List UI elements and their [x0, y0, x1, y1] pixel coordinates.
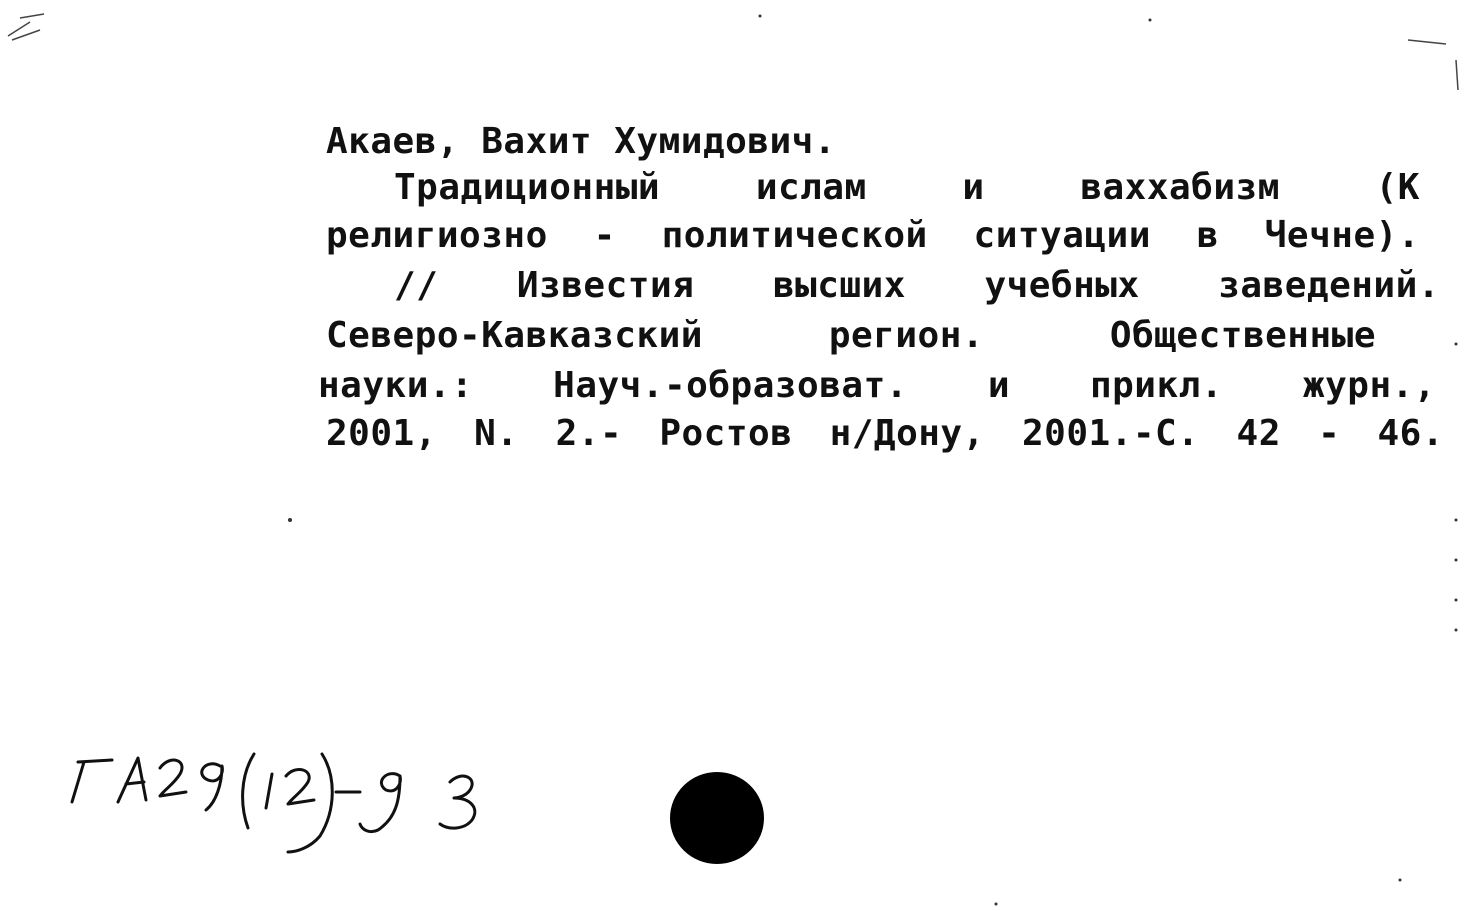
word: н/Дону,: [829, 413, 985, 454]
word: ислам: [755, 167, 867, 208]
word: Науч.-образоват.: [553, 365, 908, 406]
word: 2001,: [326, 413, 437, 454]
word: 2.-: [555, 413, 623, 454]
word: //: [394, 265, 439, 306]
word: Северо-Кавказский: [326, 315, 703, 356]
word: Чечне).: [1264, 215, 1420, 256]
word: религиозно: [326, 215, 548, 256]
word: ситуации: [973, 215, 1151, 256]
word: Ростов: [659, 413, 793, 454]
word: ваххабизм: [1080, 167, 1280, 208]
author-heading: Акаев, Вахит Хумидович.: [326, 121, 836, 162]
word: Известия: [516, 265, 695, 306]
word: прикл.: [1089, 365, 1223, 406]
word: заведений.: [1218, 265, 1440, 306]
word: -: [1318, 413, 1341, 454]
word: 42: [1236, 413, 1281, 454]
word: (К: [1375, 167, 1420, 208]
word: N.: [474, 413, 519, 454]
word: и: [962, 167, 985, 208]
word: в: [1196, 215, 1219, 256]
word: 46.: [1377, 413, 1444, 454]
word: журн.,: [1302, 365, 1436, 406]
word: высших: [772, 265, 906, 306]
word: науки.:: [318, 365, 474, 406]
word: Традиционный: [394, 167, 661, 208]
word: -: [593, 215, 616, 256]
word: регион.: [828, 315, 985, 356]
word: политической: [661, 215, 928, 256]
word: 2001.-С.: [1021, 413, 1200, 454]
word: учебных: [984, 265, 1140, 306]
word: Общественные: [1109, 315, 1376, 356]
word: и: [987, 365, 1011, 406]
